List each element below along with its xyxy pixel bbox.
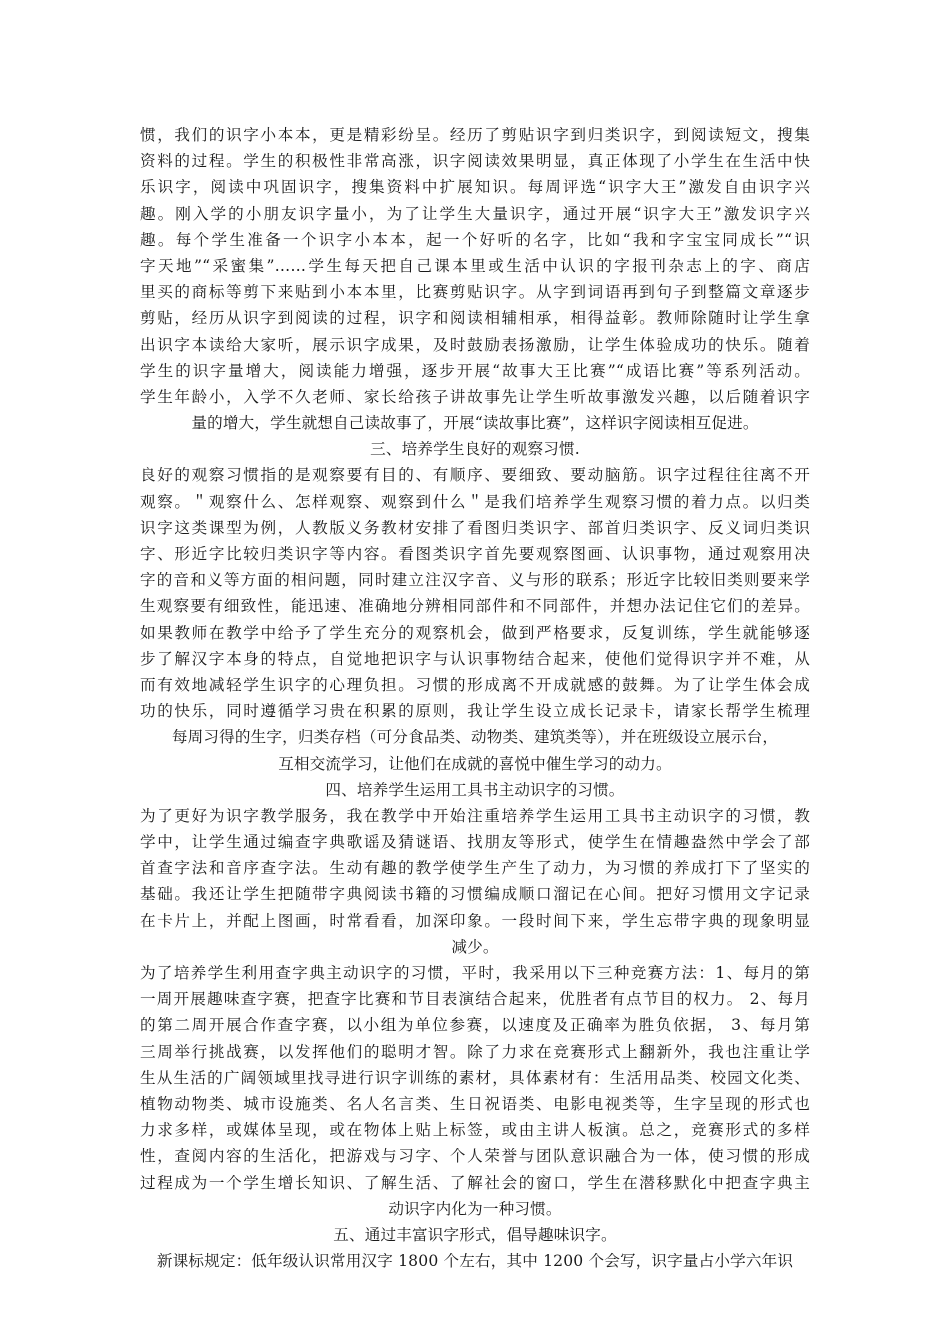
text-line: 动识字内化为一种习惯。 xyxy=(388,1199,562,1218)
text-line: 字天地”“采蜜集”……学生每天把自己课本里或生活中认识的字报刊杂志上的字、商店 xyxy=(140,256,810,275)
document-page xyxy=(140,122,810,1274)
text-line: 学生年龄小，入学不久老师、家长给孩子讲故事先让学生听故事激发兴趣，以后随着识字 xyxy=(140,387,810,406)
text-line: 一周开展趣味查字赛，把查字比赛和节目表演结合起来，优胜者有点节目的权力。 2、每月 xyxy=(140,990,810,1009)
text-line: 识字这类课型为例，人教版义务教材安排了看图归类识字、部首归类识字、反义词归类识 xyxy=(140,518,810,537)
text-line: 的第二周开展合作查字赛，以小组为单位参赛，以速度及正确率为胜负依据， 3、每月第 xyxy=(140,1016,810,1035)
text-line: 趣。每个学生准备一个识字小本本，起一个好听的名字，比如“我和字宝宝同成长”“识 xyxy=(140,230,810,249)
text-line: 为了培养学生利用查字典主动识字的习惯，平时，我采用以下三种竞赛方法：1、每月的第 xyxy=(140,964,810,982)
text-line: 生观察要有细致性，能迅速、准确地分辨相同部件和不同部件，并想办法记住它们的差异。 xyxy=(140,597,810,616)
text-line: 而有效地减轻学生识字的心理负担。习惯的形成离不开成就感的鼓舞。为了让学生体会成 xyxy=(140,675,810,694)
text-line: 三、培养学生良好的观察习惯. xyxy=(370,440,580,459)
text-line: 功的快乐，同时遵循学习贵在积累的原则，我让学生设立成长记录卡，请家长帮学生梳理 xyxy=(140,702,810,721)
text-line: 如果教师在教学中给予了学生充分的观察机会，做到严格要求，反复训练，学生就能够逐 xyxy=(140,623,810,642)
text-line: 过程成为一个学生增长知识、了解生活、了解社会的窗口，学生在潜移默化中把查字典主 xyxy=(140,1173,810,1192)
text-line: 学生的识字量增大，阅读能力增强，逐步开展“故事大王比赛”“成语比赛”等系列活动。 xyxy=(140,361,810,380)
text-line: 互相交流学习，让他们在成就的喜悦中催生学习的动力。 xyxy=(278,754,672,773)
text-line: 剪贴，经历从识字到阅读的过程，识字和阅读相辅相承，相得益彰。教师除随时让学生拿 xyxy=(140,309,810,328)
text-line: 首查字法和音序查字法。生动有趣的教学使学生产生了动力，为习惯的养成打下了坚实的 xyxy=(140,859,810,878)
text-line: 每周习得的生字，归类存档（可分食品类、动物类、建筑类等），并在班级设立展示台， xyxy=(171,728,779,747)
text-line: 三周举行挑战赛，以发挥他们的聪明才智。除了力求在竞赛形式上翻新外，我也注重让学 xyxy=(140,1042,810,1061)
text-line: 趣。刚入学的小朋友识字量小，为了让学生大量识字，通过开展“识字大王”激发识字兴 xyxy=(140,204,810,223)
text-line: 植物动物类、城市设施类、名人名言类、生日祝语类、电影电视类等，生字呈现的形式也 xyxy=(140,1094,810,1113)
text-line: 五、通过丰富识字形式，倡导趣味识字。 xyxy=(333,1225,617,1244)
text-line: 资料的过程。学生的积极性非常高涨，识字阅读效果明显，真正体现了小学生在生活中快 xyxy=(140,152,810,171)
text-line: 出识字本读给大家听，展示识字成果，及时鼓励表扬激励，让学生体验成功的快乐。随着 xyxy=(140,335,810,354)
text-line: 乐识字，阅读中巩固识字，搜集资料中扩展知识。每周评选“识字大王”激发自由识字兴 xyxy=(140,178,810,197)
text-line: 在卡片上，并配上图画，时常看看，加深印象。一段时间下来，学生忘带字典的现象明显 xyxy=(140,911,810,930)
text-line: 量的增大，学生就想自己读故事了，开展“读故事比赛”，这样识字阅读相互促进。 xyxy=(191,414,759,433)
text-line: 新课标规定：低年级认识常用汉字 1800 个左右，其中 1200 个会写，识字量占小学六年识 xyxy=(156,1252,794,1271)
text-line: 力求多样，或媒体呈现，或在物体上贴上标签，或由主讲人板演。总之，竞赛形式的多样 xyxy=(140,1121,810,1140)
text-line: 字的音和义等方面的相问题，同时建立注汉字音、义与形的联系；形近字比较旧类则要来学 xyxy=(140,571,810,590)
text-line: 减少。 xyxy=(451,937,499,956)
text-line: 步了解汉字本身的特点，自觉地把识字与认识事物结合起来，使他们觉得识字并不难，从 xyxy=(140,649,810,668)
text-line: 观察。＂观察什么、怎样观察、观察到什么＂是我们培养学生观察习惯的着力点。以归类 xyxy=(140,492,810,511)
text-line: 为了更好为识字教学服务，我在教学中开始注重培养学生运用工具书主动识字的习惯，教 xyxy=(140,806,810,825)
text-line: 里买的商标等剪下来贴到小本本里，比赛剪贴识字。从字到词语再到句子到整篇文章逐步 xyxy=(140,283,810,302)
text-line: 惯，我们的识字小本本，更是精彩纷呈。经历了剪贴识字到归类识字，到阅读短文，搜集 xyxy=(140,126,810,144)
text-line: 性，查阅内容的生活化，把游戏与习字、个人荣誉与团队意识融合为一体，使习惯的形成 xyxy=(140,1147,810,1166)
text-line: 四、培养学生运用工具书主动识字的习惯。 xyxy=(325,780,625,799)
text-line: 生从生活的广阔领域里找寻进行识字训练的素材，具体素材有：生活用品类、校园文化类、 xyxy=(140,1068,810,1087)
text-line: 基础。我还让学生把随带字典阅读书籍的习惯编成顺口溜记在心间。把好习惯用文字记录 xyxy=(140,885,810,904)
text-line: 良好的观察习惯指的是观察要有目的、有顺序、要细致、要动脑筋。识字过程往往离不开 xyxy=(140,466,810,485)
text-line: 学中，让学生通过编查字典歌谣及猜谜语、找朋友等形式，使学生在情趣盎然中学会了部 xyxy=(140,833,810,852)
text-line: 字、形近字比较归类识字等内容。看图类识字首先要观察图画、认识事物，通过观察用决 xyxy=(140,545,810,563)
